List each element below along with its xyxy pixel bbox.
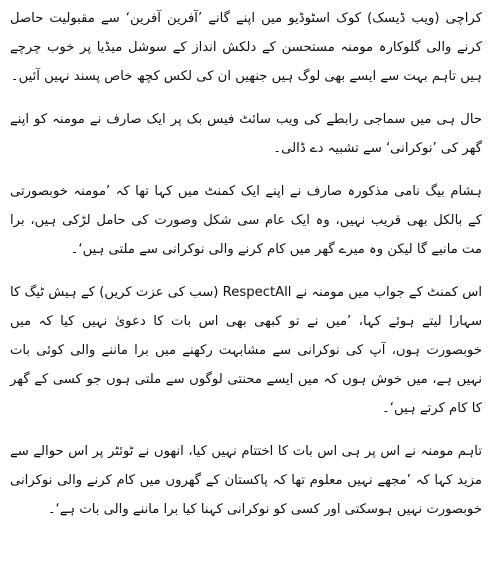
article-body — [10, 4, 482, 580]
paragraph-intro: کراچی (ویب ڈیسک) کوک اسٹوڈیو میں اپنے گانے ’آفرین آفرین‘ سے مقبولیت حاصل کرنے والی گلوکارہ مومنہ مستحسن کے دلکش انداز کے سوشل میڈیا پر خوب چرچے ہیں تاہم بہت سے ایسے بھی لوگ ہیں جنھیں ان کی لکس کچھ خاص پسند نہیں آئیں۔ — [10, 11, 482, 84]
paragraph-user-quote: ہشام بیگ نامی مذکورہ صارف نے اپنے ایک کمنٹ میں کہا تھا کہ ’مومنہ خوبصورتی کے بالکل بھی قریب نہیں، وہ ایک عام سی شکل وصورت کی حامل لڑکی ہیں، برا مت مانیے گا لیکن وہ میرے گھر میں کام کرنے والی نوکرانی سے ملتی ہیں‘۔ — [10, 184, 482, 257]
paragraph-twitter-followup: تاہم مومنہ نے اس پر ہی اس بات کا اختتام نہیں کیا، انھوں نے ٹوئٹر پر اس حوالے سے مزید کہا کہ ’مجھے نہیں معلوم تھا کہ پاکستان کے گھروں میں کام کرنے والی نوکرانی خوبصورت نہیں ہوسکتی اور کسی کو نوکرانی کہنا کیا برا ماننے والی بات ہے‘۔ — [10, 444, 482, 517]
paragraph-momina-response: اس کمنٹ کے جواب میں مومنہ نے RespectAll (سب کی عزت کریں) کے ہیش ٹیگ کا سہارا لیتے ہوئے کہا، ’میں نے تو کبھی بھی اس بات کا دعویٰ نہیں کیا کہ میں خوبصورت ہوں، آپ کی نوکرانی سے مشابہت رکھنے میں برا ماننے والی کوئی بات نہیں ہے، میں خوش ہوں کہ میں ایسے محنتی لوگوں سے ملتی ہوں جو کسی کے گھر کا کام کرتے ہیں‘۔ — [10, 285, 482, 416]
paragraph-facebook-comment: حال ہی میں سماجی رابطے کی ویب سائٹ فیس بک پر ایک صارف نے مومنہ کو اپنے گھر کی ’نوکرانی‘ سے تشبیہ دے ڈالی۔ — [10, 112, 482, 156]
